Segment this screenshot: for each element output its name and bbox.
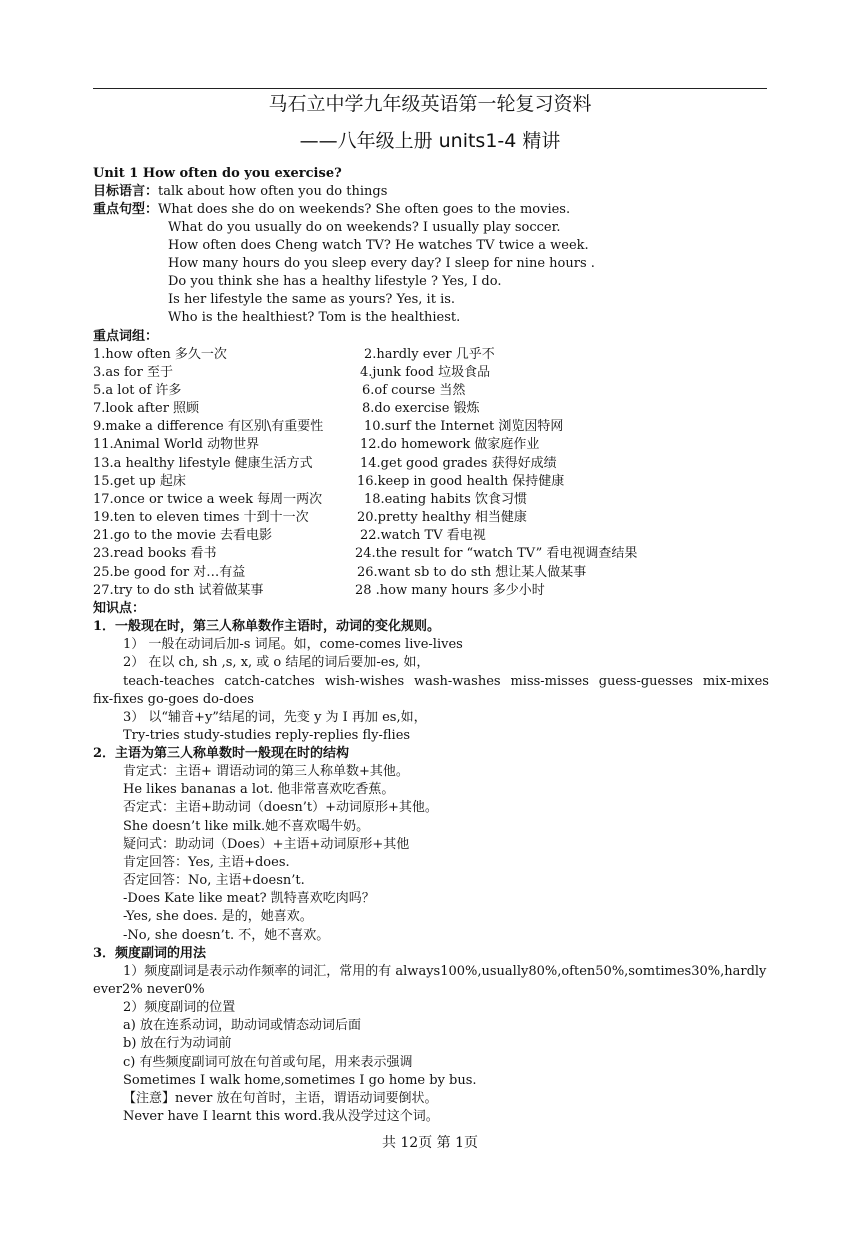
phrase-item: 23.read books 看书 <box>93 546 217 561</box>
paragraph-line: a) 放在连系动词，助动词或情态动词后面 <box>123 1018 361 1033</box>
example-word: wish-wishes <box>324 674 405 689</box>
phrase-item: 9.make a difference 有区别\有重要性 <box>93 419 324 434</box>
phrase-item: 22.watch TV 看电视 <box>360 528 486 543</box>
header-rule <box>93 88 767 89</box>
phrase-item: 12.do homework 做家庭作业 <box>360 437 540 452</box>
phrase-item: 25.be good for 对…有益 <box>93 565 246 580</box>
structure-line: 否定式：主语+助动词（doesn’t）+动词原形+其他。 <box>123 800 438 815</box>
phrase-item: 24.the result for “watch TV” 看电视调查结果 <box>355 546 638 561</box>
target-text: talk about how often you do things <box>158 184 388 199</box>
paragraph-line: 1）频度副词是表示动作频率的词汇，常用的有 always100%,usually80%,often50%,somtimes30%,hardly <box>123 964 767 979</box>
target-language-line <box>93 183 387 201</box>
phrase-item: 5.a lot of 许多 <box>93 383 182 398</box>
phrase-item: 7.look after 照顾 <box>93 401 200 416</box>
paragraph-line: 【注意】never 放在句首时，主语，谓语动词要倒状。 <box>123 1091 438 1106</box>
key-sentence: What does she do on weekends? She often goes to the movies. <box>158 202 571 217</box>
phrase-item: 4.junk food 垃圾食品 <box>360 365 491 380</box>
key-sentence: How many hours do you sleep every day? I sleep for nine hours . <box>168 256 595 271</box>
phrase-heading: 重点词组： <box>93 329 159 344</box>
example-row <box>123 673 769 691</box>
phrase-item: 28 .how many hours 多少小时 <box>355 583 545 598</box>
structure-line: -Yes, she does. 是的，她喜欢。 <box>123 909 313 924</box>
paragraph-line: c) 有些频度副词可放在句首或句尾，用来表示强调 <box>123 1055 413 1070</box>
example-word: teach-teaches <box>123 674 215 689</box>
document-subtitle: ——八年级上册 units1-4 精讲 <box>299 130 561 152</box>
key-sentence: Who is the healthiest? Tom is the healthiest. <box>168 310 461 325</box>
structure-line: 肯定式：主语+ 谓语动词的第三人称单数+其他。 <box>123 764 409 779</box>
paragraph-line: 2）频度副词的位置 <box>123 1000 236 1015</box>
phrase-item: 10.surf the Internet 浏览因特网 <box>364 419 564 434</box>
section-heading: 3．频度副词的用法 <box>93 946 207 961</box>
example-word: mix-mixes <box>702 674 769 689</box>
phrase-item: 15.get up 起床 <box>93 474 186 489</box>
phrase-item: 21.go to the movie 去看电影 <box>93 528 273 543</box>
example-word: guess-guesses <box>598 674 693 689</box>
phrase-item: 27.try to do sth 试着做某事 <box>93 583 264 598</box>
knowledge-heading: 知识点： <box>93 601 146 616</box>
example-word: miss-misses <box>510 674 589 689</box>
paragraph-line: Never have I learnt this word.我从没学过这个词。 <box>123 1109 439 1124</box>
example-word: wash-washes <box>413 674 501 689</box>
phrase-item: 19.ten to eleven times 十到十一次 <box>93 510 309 525</box>
example-row: Try-tries study-studies reply-replies fly-flies <box>123 728 411 743</box>
structure-line: 疑问式：助动词（Does）+主语+动词原形+其他 <box>123 837 410 852</box>
phrase-item: 2.hardly ever 几乎不 <box>364 347 495 362</box>
phrase-item: 8.do exercise 锻炼 <box>362 401 480 416</box>
section-heading: 2．主语为第三人称单数时一般现在时的结构 <box>93 746 350 761</box>
section-heading: 1．一般现在时，第三人称单数作主语时，动词的变化规则。 <box>93 619 441 634</box>
phrase-item: 18.eating habits 饮食习惯 <box>364 492 527 507</box>
key-sentence-line <box>93 201 570 219</box>
key-label: 重点句型： <box>93 202 159 217</box>
example-row: fix-fixes go-goes do-does <box>93 692 254 707</box>
phrase-item: 16.keep in good health 保持健康 <box>357 474 565 489</box>
structure-line: -No, she doesn’t. 不，她不喜欢。 <box>123 928 330 943</box>
phrase-item: 26.want sb to do sth 想让某人做某事 <box>357 565 587 580</box>
rule-text: 3） 以“辅音+y”结尾的词，先变 y 为 I 再加 es,如， <box>123 710 427 725</box>
phrase-item: 14.get good grades 获得好成绩 <box>360 456 557 471</box>
phrase-item: 13.a healthy lifestyle 健康生活方式 <box>93 456 313 471</box>
key-sentence: Is her lifestyle the same as yours? Yes, it is. <box>168 292 456 307</box>
paragraph-line: ever2% never0% <box>93 982 205 997</box>
phrase-item: 17.once or twice a week 每周一两次 <box>93 492 323 507</box>
unit-heading: Unit 1 How often do you exercise? <box>93 166 342 181</box>
phrase-item: 3.as for 至于 <box>93 365 173 380</box>
rule-text: 2） 在以 ch, sh ,s, x, 或 o 结尾的词后要加-es, 如， <box>123 655 430 670</box>
structure-line: -Does Kate like meat? 凯特喜欢吃肉吗？ <box>123 891 375 906</box>
document-title: 马石立中学九年级英语第一轮复习资料 <box>268 93 592 115</box>
key-sentence: What do you usually do on weekends? I usually play soccer. <box>168 220 561 235</box>
structure-line: She doesn’t like milk.她不喜欢喝牛奶。 <box>123 819 370 834</box>
paragraph-line: b) 放在行为动词前 <box>123 1036 232 1051</box>
structure-line: 否定回答：No, 主语+doesn’t. <box>123 873 305 888</box>
target-label: 目标语言： <box>93 184 159 199</box>
page-footer: 共 12页 第 1页 <box>381 1135 479 1151</box>
phrase-item: 6.of course 当然 <box>362 383 466 398</box>
phrase-item: 11.Animal World 动物世界 <box>93 437 260 452</box>
key-sentence: How often does Cheng watch TV? He watches TV twice a week. <box>168 238 589 253</box>
rule-text: 1） 一般在动词后加-s 词尾。如，come-comes live-lives <box>123 637 463 652</box>
example-word: catch-catches <box>224 674 315 689</box>
structure-line: 肯定回答：Yes, 主语+does. <box>123 855 290 870</box>
key-sentence: Do you think she has a healthy lifestyle ? Yes, I do. <box>168 274 502 289</box>
structure-line: He likes bananas a lot. 他非常喜欢吃香蕉。 <box>123 782 395 797</box>
paragraph-line: Sometimes I walk home,sometimes I go home by bus. <box>123 1073 477 1088</box>
phrase-item: 20.pretty healthy 相当健康 <box>357 510 527 525</box>
phrase-item: 1.how often 多久一次 <box>93 347 227 362</box>
